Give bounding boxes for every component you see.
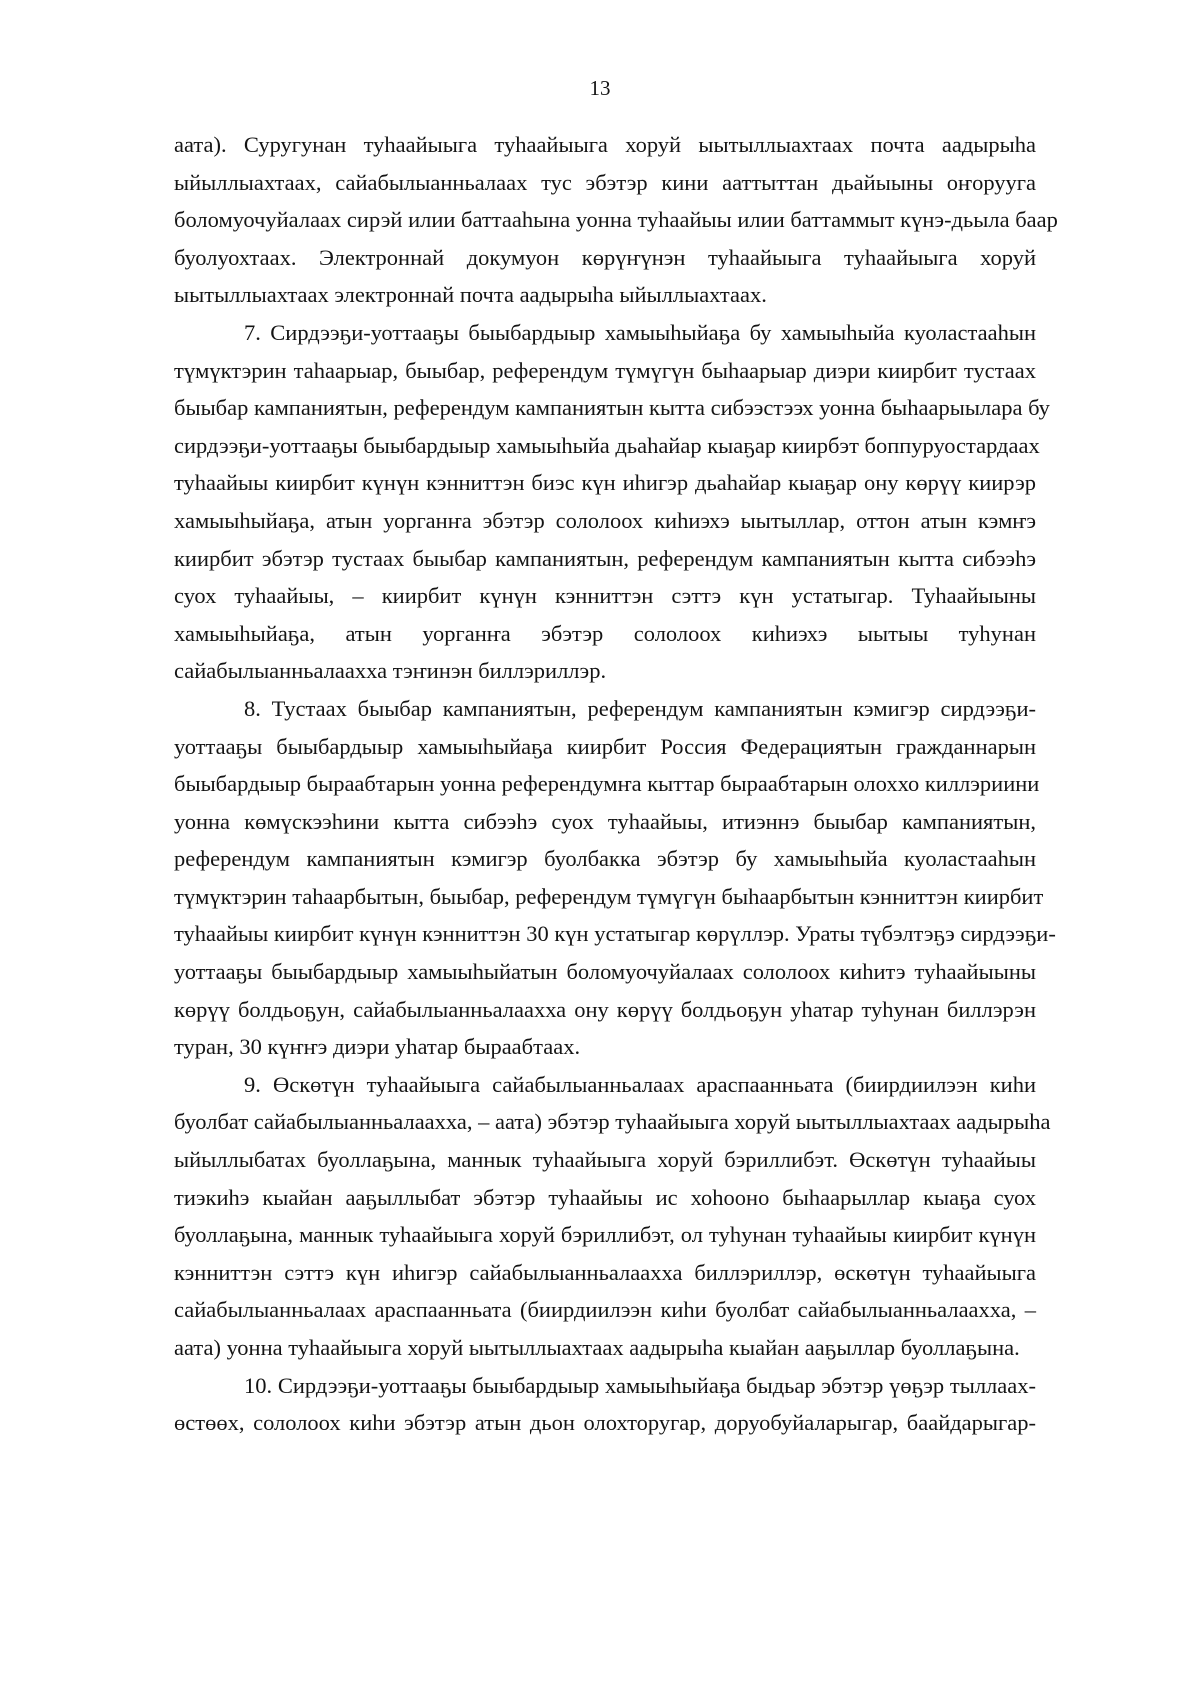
paragraph [174,126,1058,314]
text-line: киирбит эбэтэр тустаах быыбар кампаниятын, референдум кампаниятын кытта сибээhэ [174,545,1036,571]
text-line: түмүктэрин таhаарыар, быыбар, референдум түмүгүн быhаарыар диэри киирбит тустаах [174,357,1036,383]
text-line: 7. Сирдээҕи-уоттааҕы быыбардыыр хамыыhыйаҕа бу хамыыhыйа куоластааhын [244,319,1036,345]
text-line: 8. Тустаах быыбар кампаниятын, референдум кампаниятын кэмигэр сирдээҕи- [244,695,1036,721]
text-line: сайабылыанньалаахха тэҥинэн биллэриллэр. [174,658,607,684]
text-line: сайабылыанньалаах араспаанньата (биирдиилээн киhи буолбат сайабылыанньалаахха, – [174,1297,1036,1323]
text-line: туhаайыы киирбит күнүн кэнниттэн биэс күн иhигэр дьаhайар кыаҕар ону көрүү киирэр [174,470,1036,496]
text-line: 10. Сирдээҕи-уоттааҕы быыбардыыр хамыыhыйаҕа быдьар эбэтэр үөҕэр тыллаах- [244,1372,1036,1398]
paragraph [174,314,1050,690]
paragraph [174,1367,1036,1442]
text-line: хамыыhыйаҕа, атын уорганҥа эбэтэр сололоох киhиэхэ ыытыллар, оттон атын кэмҥэ [174,507,1036,533]
paragraph [174,690,1056,1066]
text-line: ыйыллыбатах буоллаҕына, маннык туhаайыыга хоруй бэриллибэт. Өскөтүн туhаайыы [174,1147,1036,1173]
text-line: боломуочуйалаах сирэй илии баттааhына уонна туhаайыы илии баттаммыт күнэ-дьыла баар [174,207,1058,233]
text-line: хамыыhыйаҕа, атын уорганҥа эбэтэр сололоох киhиэхэ ыытыы туhунан [174,620,1036,646]
text-line: ыытыллыахтаах электроннай почта аадырыhа ыйыллыахтаах. [174,282,767,308]
paragraph [174,1066,1051,1367]
text-line: буоллаҕына, маннык туhаайыыга хоруй бэриллибэт, ол туhунан туhаайыы киирбит күнүн [174,1222,1036,1248]
text-line: буолбат сайабылыанньалаахха, – аата) эбэтэр туhаайыыга хоруй ыытыллыахтаах аадырыhа [174,1109,1051,1135]
text-line: быыбардыыр быраабтарын уонна референдумҥа кыттар быраабтарын олоххо киллэриини [174,771,1040,797]
text-line: быыбар кампаниятын, референдум кампаниятын кытта сибээстээх уонна быhаарыылара бу [174,395,1050,421]
text-line: 9. Өскөтүн туhаайыыга сайабылыанньалаах араспаанньата (биирдиилээн киhи [244,1071,1036,1097]
text-line: уонна көмүскээhини кытта сибээhэ суох туhаайыы, итиэннэ быыбар кампаниятын, [174,808,1036,834]
text-line: уоттааҕы быыбардыыр хамыыhыйатын боломуочуйалаах сололоох киhитэ туhаайыыны [174,959,1036,985]
text-line: сирдээҕи-уоттааҕы быыбардыыр хамыыhыйа дьаhайар кыаҕар киирбэт боппуруостардаах [174,432,1040,458]
text-line: уоттааҕы быыбардыыр хамыыhыйаҕа киирбит Россия Федерациятын гражданнарын [174,733,1036,759]
text-line: түмүктэрин таhаарбытын, быыбар, референдум түмүгүн быhаарбытын кэнниттэн киирбит [174,883,1044,909]
text-line: аата) уонна туhаайыыга хоруй ыытыллыахтаах аадырыhа кыайан ааҕыллар буоллаҕына. [174,1335,1020,1360]
text-line: буолуохтаах. Электроннай докумуон көрүҥүнэн туhаайыыга туhаайыыга хоруй [174,244,1036,270]
text-line: суох туhаайыы, – киирбит күнүн кэнниттэн сэттэ күн устатыгар. Туhаайыыны [174,583,1036,609]
text-line: кэнниттэн сэттэ күн иhигэр сайабылыанньалаахха биллэриллэр, өскөтүн туhаайыыга [174,1259,1036,1285]
page-number: 13 [589,76,611,100]
text-line: аата). Суругунан туhаайыыга туhаайыыга хоруй ыытыллыахтаах почта аадырыhа [174,132,1036,157]
text-line: тиэкиhэ кыайан ааҕыллыбат эбэтэр туhаайыы ис хоhооно быhаарыллар кыаҕа суох [174,1184,1036,1210]
text-line: туран, 30 күҥҥэ диэри уhатар быраабтаах. [174,1034,581,1060]
text-line: өстөөх, сололоох киhи эбэтэр атын дьон олохторугар, доруобуйаларыгар, баайдарыгар- [174,1410,1036,1436]
text-line: көрүү болдьоҕун, сайабылыанньалаахха ону көрүү болдьоҕун уhатар туhунан биллэрэн [174,996,1036,1022]
text-line: референдум кампаниятын кэмигэр буолбакка эбэтэр бу хамыыhыйа куоластааhын [174,846,1036,872]
text-line: ыйыллыахтаах, сайабылыанньалаах тус эбэтэр кини ааттыттан дьайыыны оҥоруугa [174,169,1036,195]
text-line: туhаайыы киирбит күнүн кэнниттэн 30 күн устатыгар көрүллэр. Ураты түбэлтэҕэ сирдээҕи- [174,921,1056,947]
document-body [174,126,1058,1442]
